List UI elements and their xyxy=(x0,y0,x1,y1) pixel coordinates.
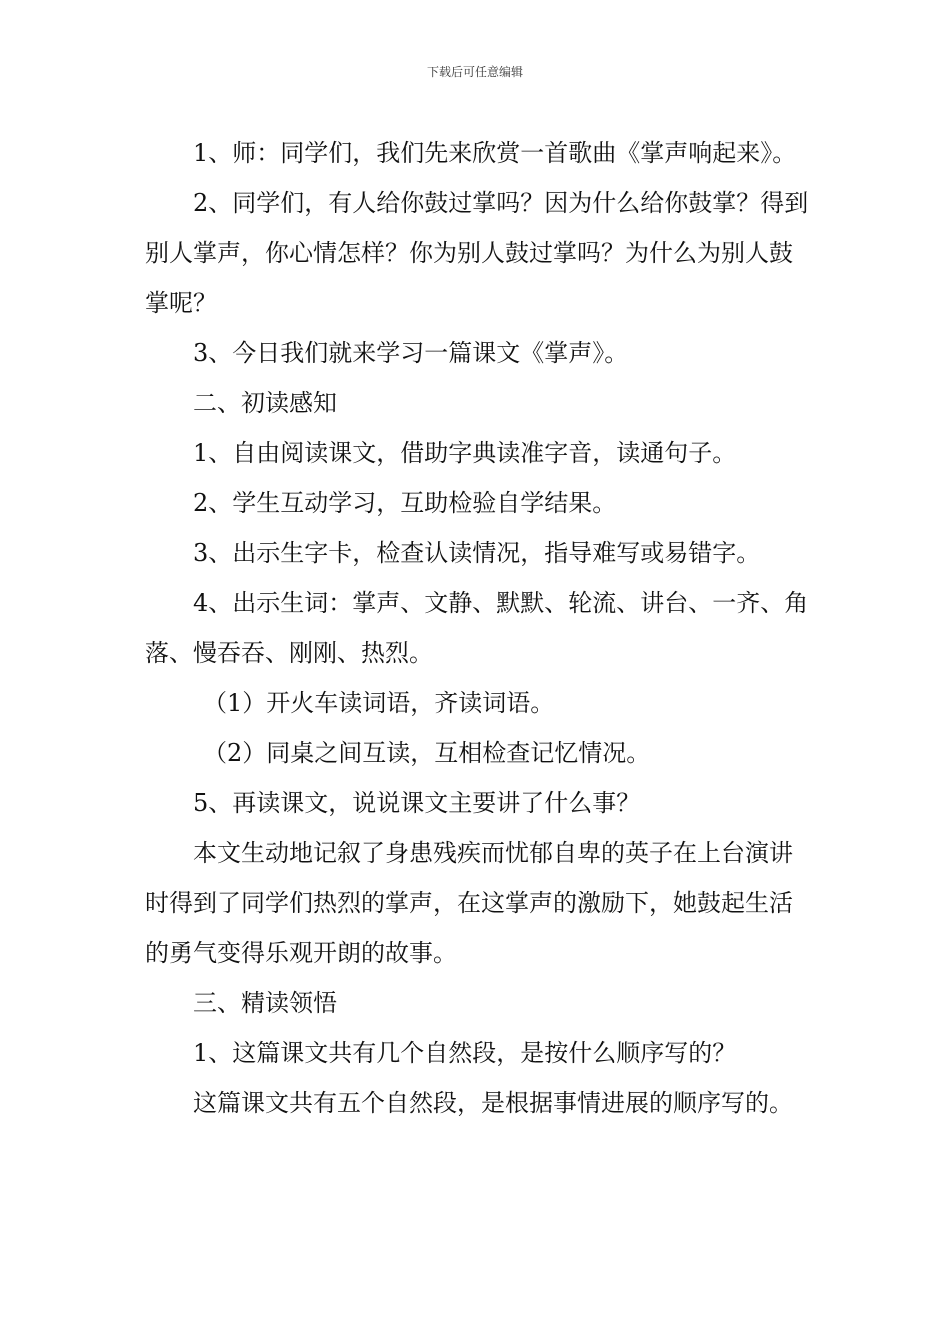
section-heading-2: 二、初读感知 xyxy=(193,389,337,417)
paragraph-10: 5、再读课文，说说课文主要讲了什么事？ xyxy=(193,789,641,817)
page-header: 下载后可任意编辑 xyxy=(426,65,523,79)
paragraph-3: 3、今日我们就来学习一篇课文《掌声》。 xyxy=(193,339,629,367)
document-body xyxy=(145,128,815,1128)
paragraph-1: 1、师：同学们，我们先来欣赏一首歌曲《掌声响起来》。 xyxy=(193,139,797,167)
paragraph-9: （2）同桌之间互读，互相检查记忆情况。 xyxy=(203,739,651,767)
paragraph-6: 3、出示生字卡，检查认读情况，指导难写或易错字。 xyxy=(193,539,761,567)
paragraph-7: 4、出示生词：掌声、文静、默默、轮流、讲台、一齐、角落、慢吞吞、刚刚、热烈。 xyxy=(145,589,809,667)
paragraph-8: （1）开火车读词语，齐读词语。 xyxy=(203,689,555,717)
paragraph-4: 1、自由阅读课文，借助字典读准字音，读通句子。 xyxy=(193,439,737,467)
paragraph-11: 本文生动地记叙了身患残疾而忧郁自卑的英子在上台演讲时得到了同学们热烈的掌声，在这掌声的激励下，她鼓起生活的勇气变得乐观开朗的故事。 xyxy=(145,839,793,967)
paragraph-12: 1、这篇课文共有几个自然段，是按什么顺序写的？ xyxy=(193,1039,737,1067)
paragraph-13: 这篇课文共有五个自然段，是根据事情进展的顺序写的。 xyxy=(193,1089,793,1117)
paragraph-5: 2、学生互动学习，互助检验自学结果。 xyxy=(193,489,617,517)
paragraph-2: 2、同学们，有人给你鼓过掌吗？因为什么给你鼓掌？得到别人掌声，你心情怎样？你为别人鼓过掌吗？为什么为别人鼓掌呢？ xyxy=(145,189,809,317)
section-heading-3: 三、精读领悟 xyxy=(193,989,337,1017)
